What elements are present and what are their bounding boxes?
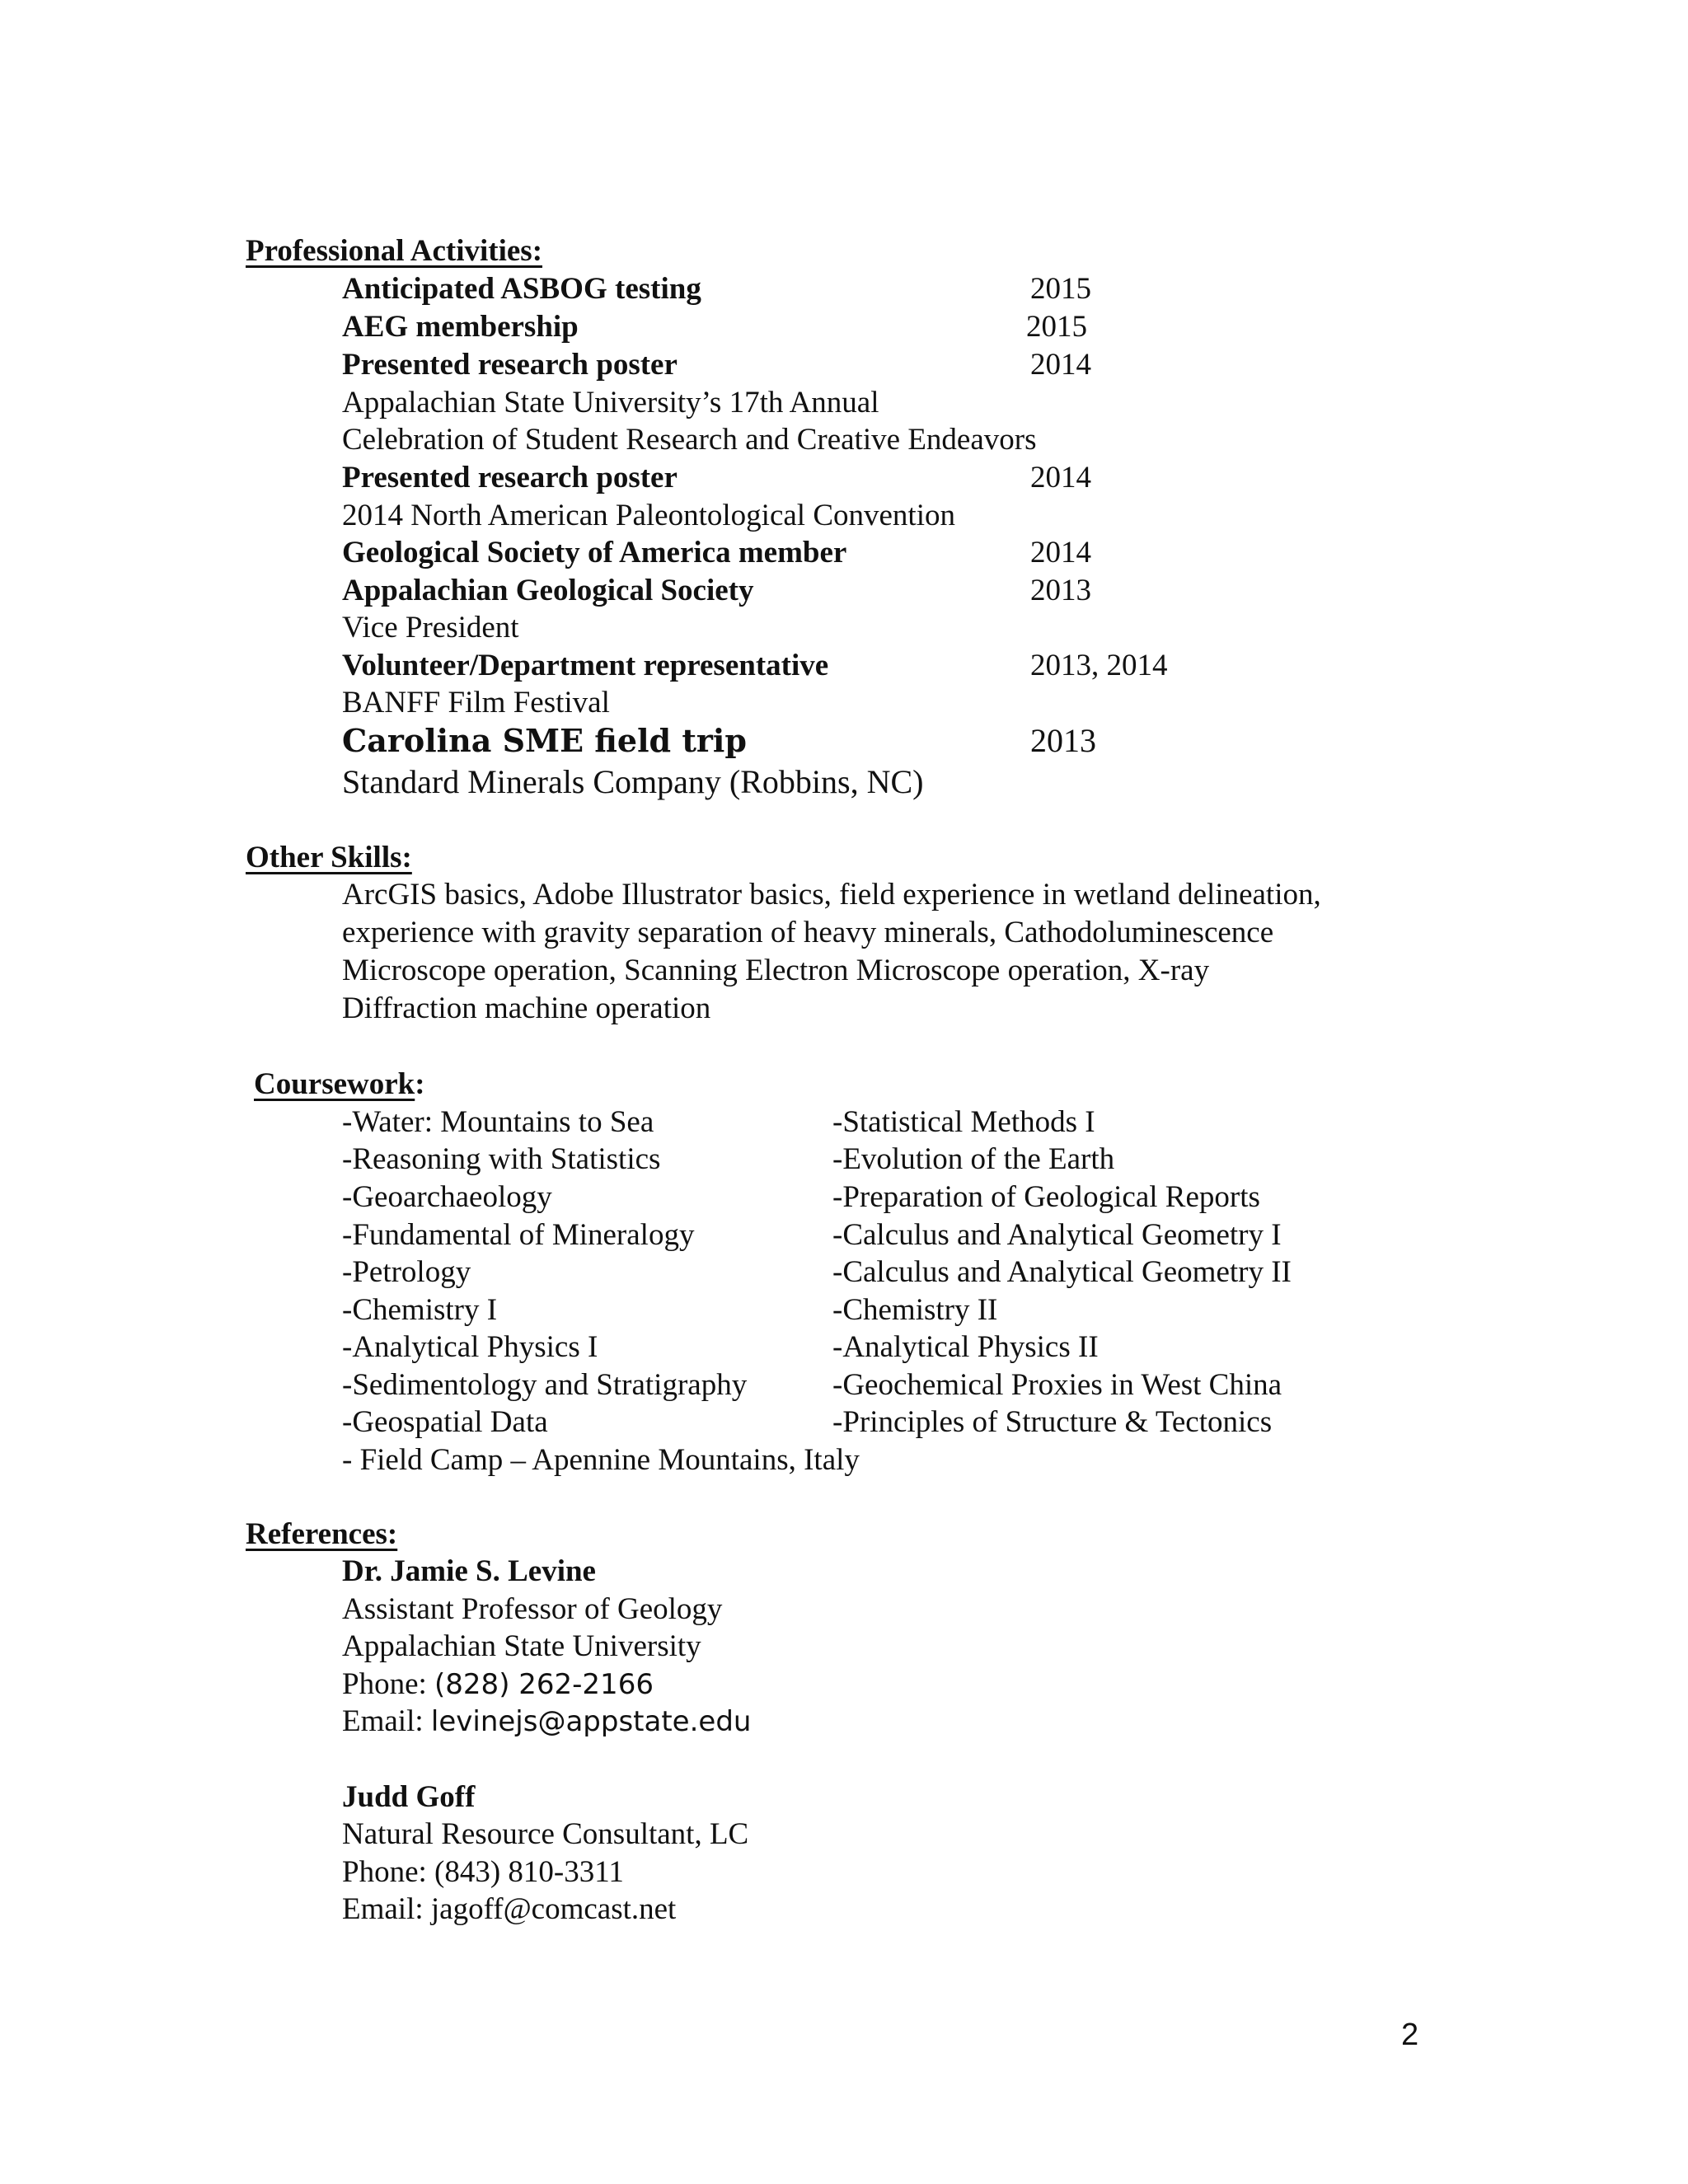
references-heading: References: (246, 1517, 398, 1551)
coursework-heading (254, 1066, 425, 1104)
activity-detail: Appalachian State University’s 17th Annual (342, 386, 879, 419)
course-left: -Reasoning with Statistics (342, 1142, 661, 1176)
reference-phone (342, 1666, 654, 1704)
activity-title: Presented research poster (342, 348, 678, 382)
activity-year: 2015 (1030, 272, 1091, 306)
activity-title: Geological Society of America member (342, 536, 847, 569)
coursework-heading-colon: : (415, 1067, 425, 1101)
reference-title: Assistant Professor of Geology (342, 1592, 723, 1626)
activity-detail: Standard Minerals Company (Robbins, NC) (342, 763, 924, 800)
activity-title: Volunteer/Department representative (342, 649, 829, 682)
course-field-camp: - Field Camp – Apennine Mountains, Italy (342, 1443, 860, 1477)
activity-year: 2013, 2014 (1030, 649, 1168, 682)
reference-email (342, 1703, 751, 1741)
course-right: -Principles of Structure & Tectonics (832, 1405, 1273, 1439)
activity-year: 2014 (1030, 536, 1091, 569)
course-left: -Geospatial Data (342, 1405, 548, 1439)
skills-line: ArcGIS basics, Adobe Illustrator basics, field experience in wetland delineation, (342, 878, 1321, 912)
professional-activities-heading: Professional Activities: (246, 234, 543, 268)
coursework-heading-label: Coursework (254, 1067, 415, 1101)
other-skills-paragraph (342, 876, 1447, 1028)
activity-title: Anticipated ASBOG testing (342, 272, 701, 306)
reference-name: Dr. Jamie S. Levine (342, 1554, 596, 1588)
course-left: -Water: Mountains to Sea (342, 1105, 654, 1139)
course-right: -Calculus and Analytical Geometry I (832, 1218, 1282, 1252)
course-left: -Analytical Physics I (342, 1330, 598, 1364)
activity-title: AEG membership (342, 310, 579, 344)
activity-year: 2014 (1030, 348, 1091, 382)
other-skills-heading: Other Skills: (246, 841, 412, 874)
course-left: -Geoarchaeology (342, 1180, 552, 1214)
reference-phone (342, 1854, 624, 1891)
reference-org: Appalachian State University (342, 1629, 701, 1663)
reference-title: Natural Resource Consultant, LC (342, 1817, 749, 1851)
reference-email (342, 1891, 676, 1929)
activity-title: Carolina SME field trip (342, 722, 747, 759)
email-label: Email: (342, 1892, 431, 1926)
activity-detail: 2014 North American Paleontological Convention (342, 499, 955, 532)
email-value: levinejs@appstate.edu (430, 1705, 752, 1738)
course-right: -Calculus and Analytical Geometry II (832, 1255, 1292, 1289)
course-right: -Evolution of the Earth (832, 1142, 1115, 1176)
course-right: -Statistical Methods I (832, 1105, 1095, 1139)
skills-line: Microscope operation, Scanning Electron Microscope operation, X-ray (342, 954, 1210, 987)
course-right: -Chemistry II (832, 1293, 998, 1327)
activity-detail: Celebration of Student Research and Creative Endeavors (342, 423, 1037, 457)
activity-detail: Vice President (342, 611, 519, 644)
activity-year: 2013 (1030, 574, 1091, 607)
skills-line: Diffraction machine operation (342, 991, 711, 1025)
course-left: -Sedimentology and Stratigraphy (342, 1368, 748, 1402)
course-left: -Petrology (342, 1255, 471, 1289)
phone-label: Phone: (342, 1855, 435, 1889)
page-number: 2 (1401, 2018, 1419, 2052)
email-label: Email: (342, 1704, 431, 1738)
activity-year: 2014 (1030, 461, 1091, 494)
phone-label: Phone: (342, 1667, 435, 1701)
course-right: -Preparation of Geological Reports (832, 1180, 1260, 1214)
course-right: -Geochemical Proxies in West China (832, 1368, 1282, 1402)
skills-line: experience with gravity separation of heavy minerals, Cathodoluminescence (342, 916, 1274, 949)
activity-detail: BANFF Film Festival (342, 686, 610, 719)
activity-year: 2013 (1030, 722, 1096, 759)
reference-name: Judd Goff (342, 1780, 476, 1814)
course-left: -Chemistry I (342, 1293, 498, 1327)
phone-value: (828) 262-2166 (434, 1668, 654, 1701)
course-right: -Analytical Physics II (832, 1330, 1099, 1364)
email-value: jagoff@comcast.net (430, 1892, 677, 1926)
activity-year: 2015 (1026, 310, 1087, 344)
course-left: -Fundamental of Mineralogy (342, 1218, 695, 1252)
phone-value: (843) 810-3311 (434, 1855, 624, 1889)
activity-title: Presented research poster (342, 461, 678, 494)
activity-title: Appalachian Geological Society (342, 574, 754, 607)
